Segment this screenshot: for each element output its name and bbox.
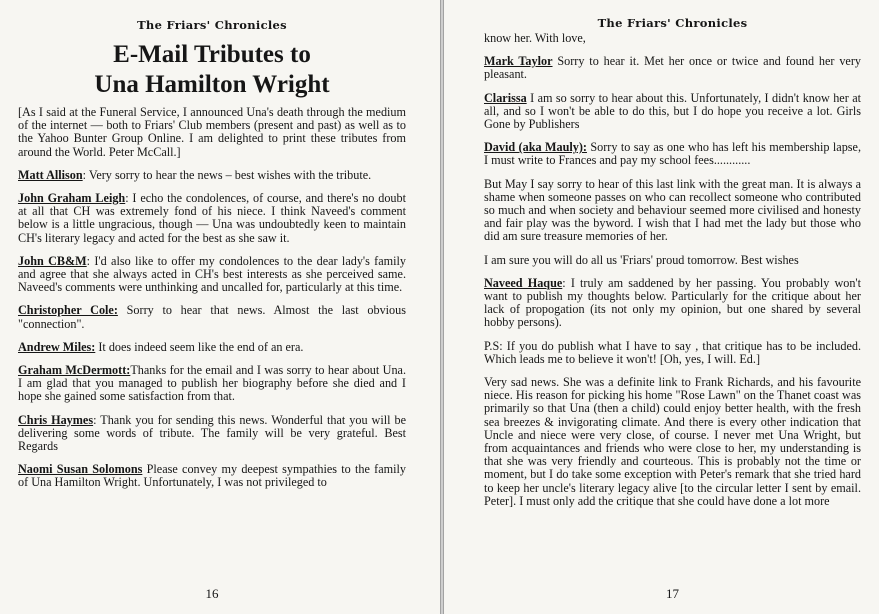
continued-text: know her. With love, (484, 31, 586, 45)
tribute-author: Matt Allison (18, 167, 83, 182)
tribute (484, 141, 861, 167)
tribute-text: : Very sorry to hear the news – best wishes with the tribute. (82, 167, 372, 182)
page-number: 17 (666, 586, 679, 601)
tribute (18, 255, 406, 295)
tribute-text: : Thank you for sending this news. Wonderful that you will be delivering some words of tribute. The family will be very grateful. Best Regards (18, 412, 407, 454)
tribute (18, 341, 406, 354)
right-page (444, 0, 879, 614)
tribute (484, 92, 861, 132)
tribute (18, 364, 406, 404)
tribute-text: Sorry to say as one who has left his membership lapse, I must write to Frances and pay my school fees............ (484, 140, 862, 168)
tribute-author: Mark Taylor (484, 54, 553, 69)
tribute-author: John CB&M (18, 253, 87, 268)
body-paragraph: But May I say sorry to hear of this last link with the great man. It is always a shame when someone passes on who can recollect someone who contributed so much and when society and behaviour seemed more civilised and honesty and fair play was the byword. I wish that I had met the lady but those who did am sure treasure memories of her. (484, 176, 861, 244)
postscript: P.S: If you do publish what I have to say , that critique has to be included. Which leads me to believe it won't! [Oh, yes, I will. Ed.] (484, 338, 861, 366)
tribute-text: : I truly am saddened by her passing. You probably won't want to publish my thoughts below. Particularly for the critique about her lack of propogation (its not only my opinion, but one shared by several hobby persons). (484, 275, 862, 330)
tribute-author: Andrew Miles: (18, 339, 96, 354)
running-header: The Friars' Chronicles (597, 16, 748, 30)
tribute (18, 463, 406, 489)
body-paragraph: I am sure you will do all us 'Friars' proud tomorrow. Best wishes (484, 252, 799, 267)
tribute-text: Please convey my deepest sympathies to the family of Una Hamilton Wright. Unfortunately, I was not privileged to (18, 462, 406, 490)
tribute-text: It does indeed seem like the end of an era. (95, 339, 304, 354)
body-paragraph: Very sad news. She was a definite link to Frank Richards, and his favourite niece. His reason for picking his home "Rose Lawn" on the Thanet coast was primarily so that Una (then a child) could enjoy better health, with the fresh sea breezes & invigorating climate. And there is every other indication that Uncle and niece were very close, of course. I never met Una Wright, but from acquaintances and friends who were close to her, my understanding is that she was very friendly and courteous. This is probably not the time or moment, but I do take some exception with Peter's remark that she tried hard to keep her uncle's literary legacy alive [to the circular letter I sent by email. Peter]. I must only add the critique that she could have done a lot more (484, 375, 861, 508)
tribute-text: Thanks for the email and I was sorry to hear about Una. I am glad that you managed to publish her biography before she died and I hope she gained some satisfaction from that. (18, 363, 406, 404)
tribute-author: John Graham Leigh (18, 191, 126, 206)
tribute-text: Sorry to hear it. Met her once or twice and found her very pleasant. (484, 54, 861, 82)
running-header: The Friars' Chronicles (137, 18, 287, 32)
tribute (18, 304, 406, 330)
title-line-2: Una Hamilton Wright (94, 71, 330, 98)
tribute (484, 55, 861, 81)
tribute-author: Chris Haymes (18, 412, 94, 427)
tribute-author: David (aka Mauly): (484, 140, 587, 155)
tribute (18, 192, 406, 245)
tribute (484, 277, 861, 330)
tribute-author: Christopher Cole: (18, 303, 118, 318)
page-number: 16 (205, 586, 219, 601)
tribute (18, 169, 406, 182)
tribute-author: Graham McDermott: (18, 363, 131, 378)
tribute-text: Sorry to hear that news. Almost the last obvious "connection". (18, 303, 406, 331)
tribute (18, 414, 406, 454)
tribute-text: I am so sorry to hear about this. Unfortunately, I didn't know her at all, and so I won't be able to do this, but I do hope you receive a lot. Girls Gone by Publishers (484, 90, 861, 132)
tribute-text: : I echo the condolences, of course, and there's no doubt at all that CH was extremely fond of his niece. I think Naveed's comment below is a little ungracious, though — Una was undoubtedly keen to maintain CH's literary legacy and acted for the best as she saw it. (18, 191, 406, 245)
tribute-text: : I'd also like to offer my condolences to the dear lady's family and agree that she always acted in CH's best interests as she perceived same. Naveed's comments were unthinking and uncalled for, particularly at this time. (18, 253, 406, 295)
tribute-author: Naveed Haque (484, 275, 563, 290)
tribute-author: Clarissa (484, 90, 527, 105)
intro-paragraph: [As I said at the Funeral Service, I announced Una's death through the medium of the internet — both to Friars' Club members (present and past) as well as to the Yahoo Bunter Group Online. I am delighted to print these tributes from around the World. Peter McCall.] (18, 105, 406, 159)
tribute-author: Naomi Susan Solomons (18, 462, 143, 477)
article-title (18, 40, 406, 100)
title-line-1: E-Mail Tributes to (113, 41, 311, 68)
